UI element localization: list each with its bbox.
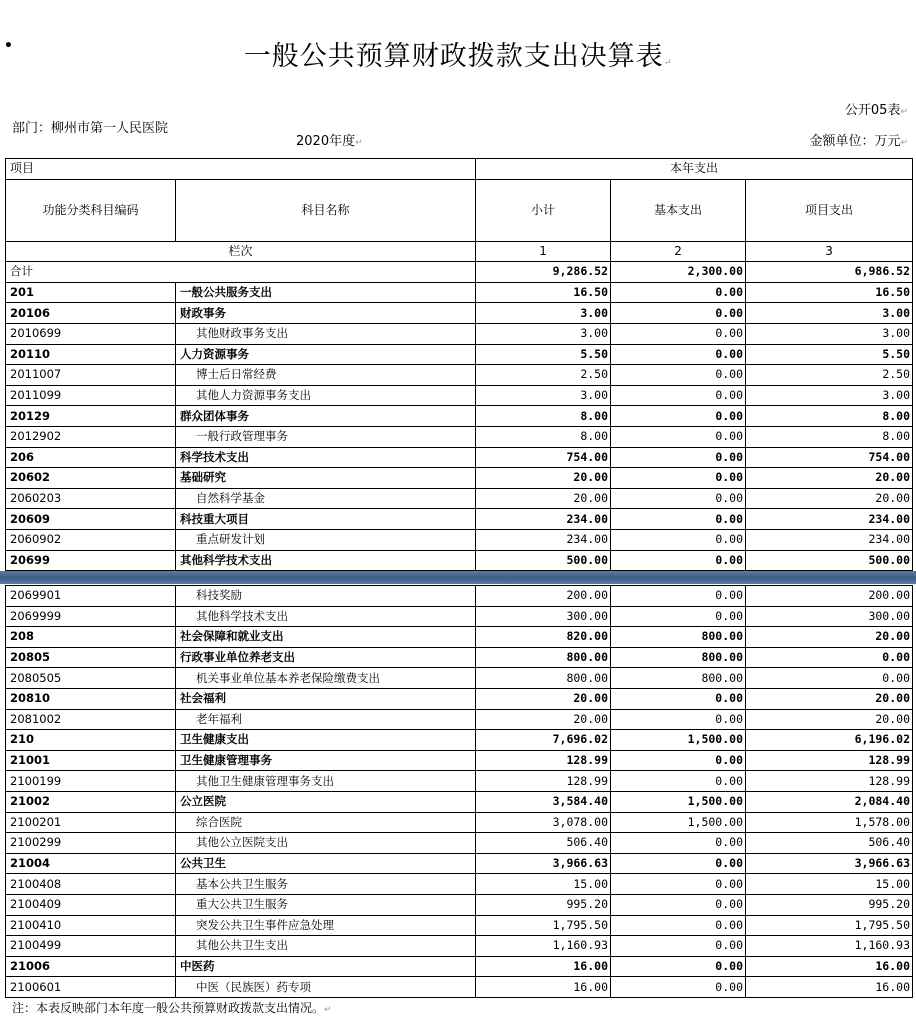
account-code: 20602 xyxy=(6,468,176,489)
amount-unit xyxy=(809,130,908,149)
basic-cell: 0.00 xyxy=(611,365,746,386)
project-cell: 3,966.63 xyxy=(746,853,913,874)
basic-cell: 0.00 xyxy=(611,977,746,998)
basic-cell: 0.00 xyxy=(611,468,746,489)
table-row xyxy=(6,447,913,468)
account-code: 2081002 xyxy=(6,709,176,730)
basic-cell: 0.00 xyxy=(611,833,746,854)
table-row xyxy=(6,791,913,812)
table-row xyxy=(6,647,913,668)
account-name: 综合医院 xyxy=(176,812,476,833)
table-row xyxy=(6,915,913,936)
account-code: 2080505 xyxy=(6,668,176,689)
table-row xyxy=(6,468,913,489)
account-name: 社会福利 xyxy=(176,688,476,709)
account-name: 公立医院 xyxy=(176,791,476,812)
project-cell: 234.00 xyxy=(746,509,913,530)
account-code: 2100408 xyxy=(6,874,176,895)
table-row xyxy=(6,426,913,447)
account-name: 重点研发计划 xyxy=(176,529,476,550)
table-row xyxy=(6,627,913,648)
account-name: 财政事务 xyxy=(176,303,476,324)
project-cell: 16.50 xyxy=(746,282,913,303)
account-name: 社会保障和就业支出 xyxy=(176,627,476,648)
project-cell: 2.50 xyxy=(746,365,913,386)
project-cell: 0.00 xyxy=(746,647,913,668)
table-row xyxy=(6,730,913,751)
project-cell: 20.00 xyxy=(746,627,913,648)
table-row xyxy=(6,586,913,607)
amount-unit-text: 金额单位：万元 xyxy=(809,134,901,149)
subtotal-cell: 3,584.40 xyxy=(476,791,611,812)
account-name: 科学技术支出 xyxy=(176,447,476,468)
basic-cell: 0.00 xyxy=(611,586,746,607)
table-row xyxy=(6,303,913,324)
project-cell: 128.99 xyxy=(746,771,913,792)
account-code: 20106 xyxy=(6,303,176,324)
project-cell: 3.00 xyxy=(746,385,913,406)
basic-cell: 0.00 xyxy=(611,750,746,771)
account-name: 自然科学基金 xyxy=(176,488,476,509)
table-row xyxy=(6,323,913,344)
account-name: 一般公共服务支出 xyxy=(176,282,476,303)
fiscal-year-text: 2020年度 xyxy=(296,134,356,149)
subtotal-cell: 16.00 xyxy=(476,977,611,998)
table-row xyxy=(6,550,913,571)
subtotal-cell: 16.50 xyxy=(476,282,611,303)
account-name: 公共卫生 xyxy=(176,853,476,874)
table-row xyxy=(6,385,913,406)
name-header: 科目名称 xyxy=(176,179,476,241)
subtotal-header: 小计 xyxy=(476,179,611,241)
account-code: 2010699 xyxy=(6,323,176,344)
account-code: 21006 xyxy=(6,956,176,977)
paragraph-mark: ↵ xyxy=(900,107,908,117)
subtotal-cell: 16.00 xyxy=(476,956,611,977)
subtotal-cell: 1,795.50 xyxy=(476,915,611,936)
basic-cell: 0.00 xyxy=(611,488,746,509)
account-code: 206 xyxy=(6,447,176,468)
subtotal-cell: 300.00 xyxy=(476,606,611,627)
footnote-text: 注：本表反映部门本年度一般公共预算财政拨款支出情况。 xyxy=(12,1001,325,1015)
project-cell: 1,160.93 xyxy=(746,936,913,957)
subtotal-cell: 3,966.63 xyxy=(476,853,611,874)
header-row-columns xyxy=(6,179,913,241)
header-row-project xyxy=(6,159,913,180)
project-cell: 16.00 xyxy=(746,956,913,977)
department: 部门：柳州市第一人民医院 xyxy=(12,121,169,136)
table-row xyxy=(6,365,913,386)
subtotal-cell: 800.00 xyxy=(476,647,611,668)
subtotal-cell: 2.50 xyxy=(476,365,611,386)
account-code: 21001 xyxy=(6,750,176,771)
subtotal-cell: 15.00 xyxy=(476,874,611,895)
account-code: 2060203 xyxy=(6,488,176,509)
subtotal-cell: 3.00 xyxy=(476,385,611,406)
basic-cell: 0.00 xyxy=(611,853,746,874)
bullet-mark: • xyxy=(4,38,13,54)
account-code: 2100499 xyxy=(6,936,176,957)
basic-cell: 0.00 xyxy=(611,406,746,427)
table-number xyxy=(845,99,908,118)
project-cell: 20.00 xyxy=(746,468,913,489)
basic-cell: 0.00 xyxy=(611,709,746,730)
account-code: 2011007 xyxy=(6,365,176,386)
account-code: 20110 xyxy=(6,344,176,365)
project-cell: 200.00 xyxy=(746,586,913,607)
basic-cell: 0.00 xyxy=(611,344,746,365)
project-cell: 234.00 xyxy=(746,529,913,550)
project-cell: 500.00 xyxy=(746,550,913,571)
subtotal-cell: 234.00 xyxy=(476,509,611,530)
account-code: 2100199 xyxy=(6,771,176,792)
project-cell: 8.00 xyxy=(746,406,913,427)
paragraph-mark: ↵ xyxy=(324,1005,332,1015)
page-title-text: 一般公共预算财政拨款支出决算表 xyxy=(243,41,664,72)
basic-cell: 0.00 xyxy=(611,874,746,895)
project-header: 项目支出 xyxy=(746,179,913,241)
basic-cell: 1,500.00 xyxy=(611,812,746,833)
basic-cell: 0.00 xyxy=(611,282,746,303)
subtotal-cell: 800.00 xyxy=(476,668,611,689)
account-name: 科技重大项目 xyxy=(176,509,476,530)
account-code: 2100410 xyxy=(6,915,176,936)
subtotal-cell: 20.00 xyxy=(476,468,611,489)
account-code: 2100299 xyxy=(6,833,176,854)
project-cell: 20.00 xyxy=(746,488,913,509)
basic-cell: 1,500.00 xyxy=(611,791,746,812)
account-name: 基础研究 xyxy=(176,468,476,489)
project-cell: 6,196.02 xyxy=(746,730,913,751)
subtotal-cell: 7,696.02 xyxy=(476,730,611,751)
table-row xyxy=(6,668,913,689)
basic-cell: 0.00 xyxy=(611,894,746,915)
account-code: 201 xyxy=(6,282,176,303)
basic-cell: 0.00 xyxy=(611,385,746,406)
basic-cell: 0.00 xyxy=(611,509,746,530)
fiscal-year xyxy=(296,130,363,149)
table-row xyxy=(6,529,913,550)
subtotal-cell: 754.00 xyxy=(476,447,611,468)
account-name: 其他人力资源事务支出 xyxy=(176,385,476,406)
project-cell: 5.50 xyxy=(746,344,913,365)
paragraph-mark: ↵ xyxy=(355,138,363,148)
subtotal-cell: 234.00 xyxy=(476,529,611,550)
total-basic: 2,300.00 xyxy=(611,262,746,283)
project-cell: 1,578.00 xyxy=(746,812,913,833)
account-name: 其他科学技术支出 xyxy=(176,606,476,627)
subtotal-cell: 3.00 xyxy=(476,323,611,344)
basic-cell: 0.00 xyxy=(611,688,746,709)
table-row xyxy=(6,488,913,509)
account-name: 重大公共卫生服务 xyxy=(176,894,476,915)
table-row xyxy=(6,688,913,709)
account-name: 中医（民族医）药专项 xyxy=(176,977,476,998)
project-cell: 506.40 xyxy=(746,833,913,854)
table-row xyxy=(6,853,913,874)
basic-cell: 0.00 xyxy=(611,426,746,447)
basic-cell: 1,500.00 xyxy=(611,730,746,751)
column-index-row xyxy=(6,241,913,262)
basic-cell: 0.00 xyxy=(611,915,746,936)
table-row xyxy=(6,509,913,530)
account-code: 2011099 xyxy=(6,385,176,406)
account-code: 208 xyxy=(6,627,176,648)
basic-cell: 800.00 xyxy=(611,647,746,668)
account-code: 2069999 xyxy=(6,606,176,627)
project-cell: 754.00 xyxy=(746,447,913,468)
column-index-2: 2 xyxy=(611,241,746,262)
table-row xyxy=(6,406,913,427)
account-code: 2069901 xyxy=(6,586,176,607)
total-label: 合计 xyxy=(6,262,476,283)
account-code: 21002 xyxy=(6,791,176,812)
subtotal-cell: 995.20 xyxy=(476,894,611,915)
account-name: 人力资源事务 xyxy=(176,344,476,365)
project-cell: 16.00 xyxy=(746,977,913,998)
basic-cell: 0.00 xyxy=(611,771,746,792)
account-name: 突发公共卫生事件应急处理 xyxy=(176,915,476,936)
subtotal-cell: 3,078.00 xyxy=(476,812,611,833)
account-name: 机关事业单位基本养老保险缴费支出 xyxy=(176,668,476,689)
account-name: 其他卫生健康管理事务支出 xyxy=(176,771,476,792)
project-cell: 3.00 xyxy=(746,303,913,324)
account-code: 2012902 xyxy=(6,426,176,447)
account-name: 其他财政事务支出 xyxy=(176,323,476,344)
account-name: 其他科学技术支出 xyxy=(176,550,476,571)
account-name: 中医药 xyxy=(176,956,476,977)
account-code: 2100601 xyxy=(6,977,176,998)
subtotal-cell: 20.00 xyxy=(476,488,611,509)
project-cell: 128.99 xyxy=(746,750,913,771)
basic-cell: 0.00 xyxy=(611,936,746,957)
account-name: 基本公共卫生服务 xyxy=(176,874,476,895)
project-cell: 1,795.50 xyxy=(746,915,913,936)
table-row xyxy=(6,894,913,915)
subtotal-cell: 820.00 xyxy=(476,627,611,648)
page-title xyxy=(0,34,916,73)
basic-cell: 0.00 xyxy=(611,529,746,550)
account-name: 卫生健康支出 xyxy=(176,730,476,751)
table-row xyxy=(6,606,913,627)
column-index-3: 3 xyxy=(746,241,913,262)
basic-cell: 0.00 xyxy=(611,606,746,627)
basic-cell: 800.00 xyxy=(611,668,746,689)
account-name: 其他公立医院支出 xyxy=(176,833,476,854)
account-code: 20810 xyxy=(6,688,176,709)
account-name: 行政事业单位养老支出 xyxy=(176,647,476,668)
subtotal-cell: 128.99 xyxy=(476,750,611,771)
account-name: 其他公共卫生支出 xyxy=(176,936,476,957)
basic-header: 基本支出 xyxy=(611,179,746,241)
item-header: 项目 xyxy=(6,159,476,180)
account-name: 一般行政管理事务 xyxy=(176,426,476,447)
table-row xyxy=(6,282,913,303)
project-cell: 300.00 xyxy=(746,606,913,627)
expense-table-top xyxy=(5,158,913,571)
subtotal-cell: 20.00 xyxy=(476,709,611,730)
account-code: 20699 xyxy=(6,550,176,571)
account-name: 卫生健康管理事务 xyxy=(176,750,476,771)
basic-cell: 0.00 xyxy=(611,956,746,977)
subtotal-cell: 200.00 xyxy=(476,586,611,607)
table-row xyxy=(6,936,913,957)
subtotal-cell: 506.40 xyxy=(476,833,611,854)
subtotal-cell: 20.00 xyxy=(476,688,611,709)
account-code: 20129 xyxy=(6,406,176,427)
table-row xyxy=(6,771,913,792)
account-code: 20805 xyxy=(6,647,176,668)
table-row xyxy=(6,874,913,895)
account-code: 2100409 xyxy=(6,894,176,915)
footnote xyxy=(12,999,332,1016)
subtotal-cell: 500.00 xyxy=(476,550,611,571)
account-code: 2060902 xyxy=(6,529,176,550)
account-name: 群众团体事务 xyxy=(176,406,476,427)
project-cell: 0.00 xyxy=(746,668,913,689)
column-index-1: 1 xyxy=(476,241,611,262)
account-name: 博士后日常经费 xyxy=(176,365,476,386)
project-cell: 8.00 xyxy=(746,426,913,447)
table-row xyxy=(6,977,913,998)
table-row xyxy=(6,812,913,833)
account-name: 科技奖励 xyxy=(176,586,476,607)
basic-cell: 0.00 xyxy=(611,447,746,468)
total-subtotal: 9,286.52 xyxy=(476,262,611,283)
account-code: 2100201 xyxy=(6,812,176,833)
column-index-label: 栏次 xyxy=(6,241,476,262)
account-code: 20609 xyxy=(6,509,176,530)
paragraph-mark: ↵ xyxy=(663,58,673,68)
total-project: 6,986.52 xyxy=(746,262,913,283)
table-row xyxy=(6,750,913,771)
subtotal-cell: 3.00 xyxy=(476,303,611,324)
table-row xyxy=(6,956,913,977)
subtotal-cell: 8.00 xyxy=(476,426,611,447)
account-code: 21004 xyxy=(6,853,176,874)
account-code: 210 xyxy=(6,730,176,751)
basic-cell: 0.00 xyxy=(611,323,746,344)
project-cell: 2,084.40 xyxy=(746,791,913,812)
basic-cell: 0.00 xyxy=(611,303,746,324)
total-row xyxy=(6,262,913,283)
project-cell: 995.20 xyxy=(746,894,913,915)
table-row xyxy=(6,709,913,730)
subtotal-cell: 128.99 xyxy=(476,771,611,792)
project-cell: 3.00 xyxy=(746,323,913,344)
table-row xyxy=(6,833,913,854)
project-cell: 20.00 xyxy=(746,709,913,730)
expense-table-bottom xyxy=(5,585,913,998)
code-header: 功能分类科目编码 xyxy=(6,179,176,241)
subtotal-cell: 8.00 xyxy=(476,406,611,427)
page-break-bar xyxy=(0,571,916,584)
project-cell: 15.00 xyxy=(746,874,913,895)
subtotal-cell: 5.50 xyxy=(476,344,611,365)
paragraph-mark: ↵ xyxy=(900,138,908,148)
account-name: 老年福利 xyxy=(176,709,476,730)
basic-cell: 800.00 xyxy=(611,627,746,648)
table-number-text: 公开05表 xyxy=(844,103,901,118)
subtotal-cell: 1,160.93 xyxy=(476,936,611,957)
table-row xyxy=(6,344,913,365)
basic-cell: 0.00 xyxy=(611,550,746,571)
current-year-expense-header: 本年支出 xyxy=(476,159,913,180)
project-cell: 20.00 xyxy=(746,688,913,709)
